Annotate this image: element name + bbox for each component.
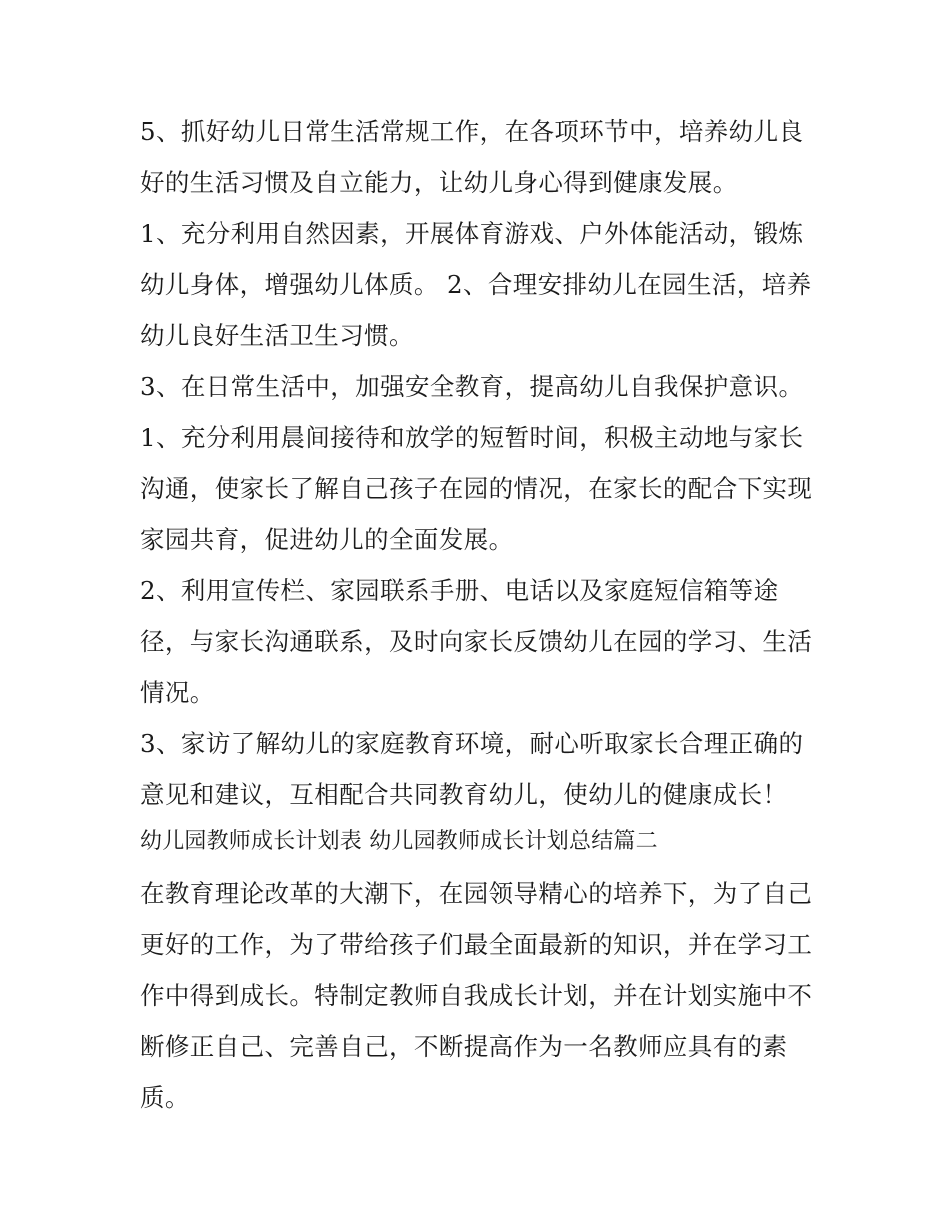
paragraph-home-school-contact: 2、利用宣传栏、家园联系手册、电话以及家庭短信箱等途径，与家长沟通联系，及时向家长反馈幼儿在园的学习、生活情况。 (140, 576, 813, 707)
paragraph-safety-education: 3、在日常生活中，加强安全教育，提高幼儿自我保护意识。 (140, 372, 804, 401)
paragraph-home-visit: 3、家访了解幼儿的家庭教育环境，耐心听取家长合理正确的意见和建议，互相配合共同教育幼儿，使幼儿的健康成长！ (140, 729, 804, 809)
paragraph-parent-communication: 1、充分利用晨间接待和放学的短暂时间，积极主动地与家长沟通，使家长了解自己孩子在园的情况，在家长的配合下实现家园共育，促进幼儿的全面发展。 (140, 423, 813, 554)
section-heading: 幼儿园教师成长计划表 幼儿园教师成长计划总结篇二 (140, 829, 658, 854)
paragraph-daily-routine: 5、抓好幼儿日常生活常规工作，在各项环节中，培养幼儿良好的生活习惯及自立能力，让幼儿身心得到健康发展。 (140, 117, 804, 197)
document-body (140, 106, 820, 1123)
paragraph-physical-health: 1、充分利用自然因素，开展体育游戏、户外体能活动，锻炼幼儿身体，增强幼儿体质。 2、合理安排幼儿在园生活，培养幼儿良好生活卫生习惯。 (140, 219, 812, 350)
paragraph-growth-plan-intro: 在教育理论改革的大潮下，在园领导精心的培养下，为了自己更好的工作，为了带给孩子们最全面最新的知识，并在学习工作中得到成长。特制定教师自我成长计划，并在计划实施中不断修正自己、完善自己，不断提高作为一名教师应具有的素质。 (140, 879, 813, 1112)
